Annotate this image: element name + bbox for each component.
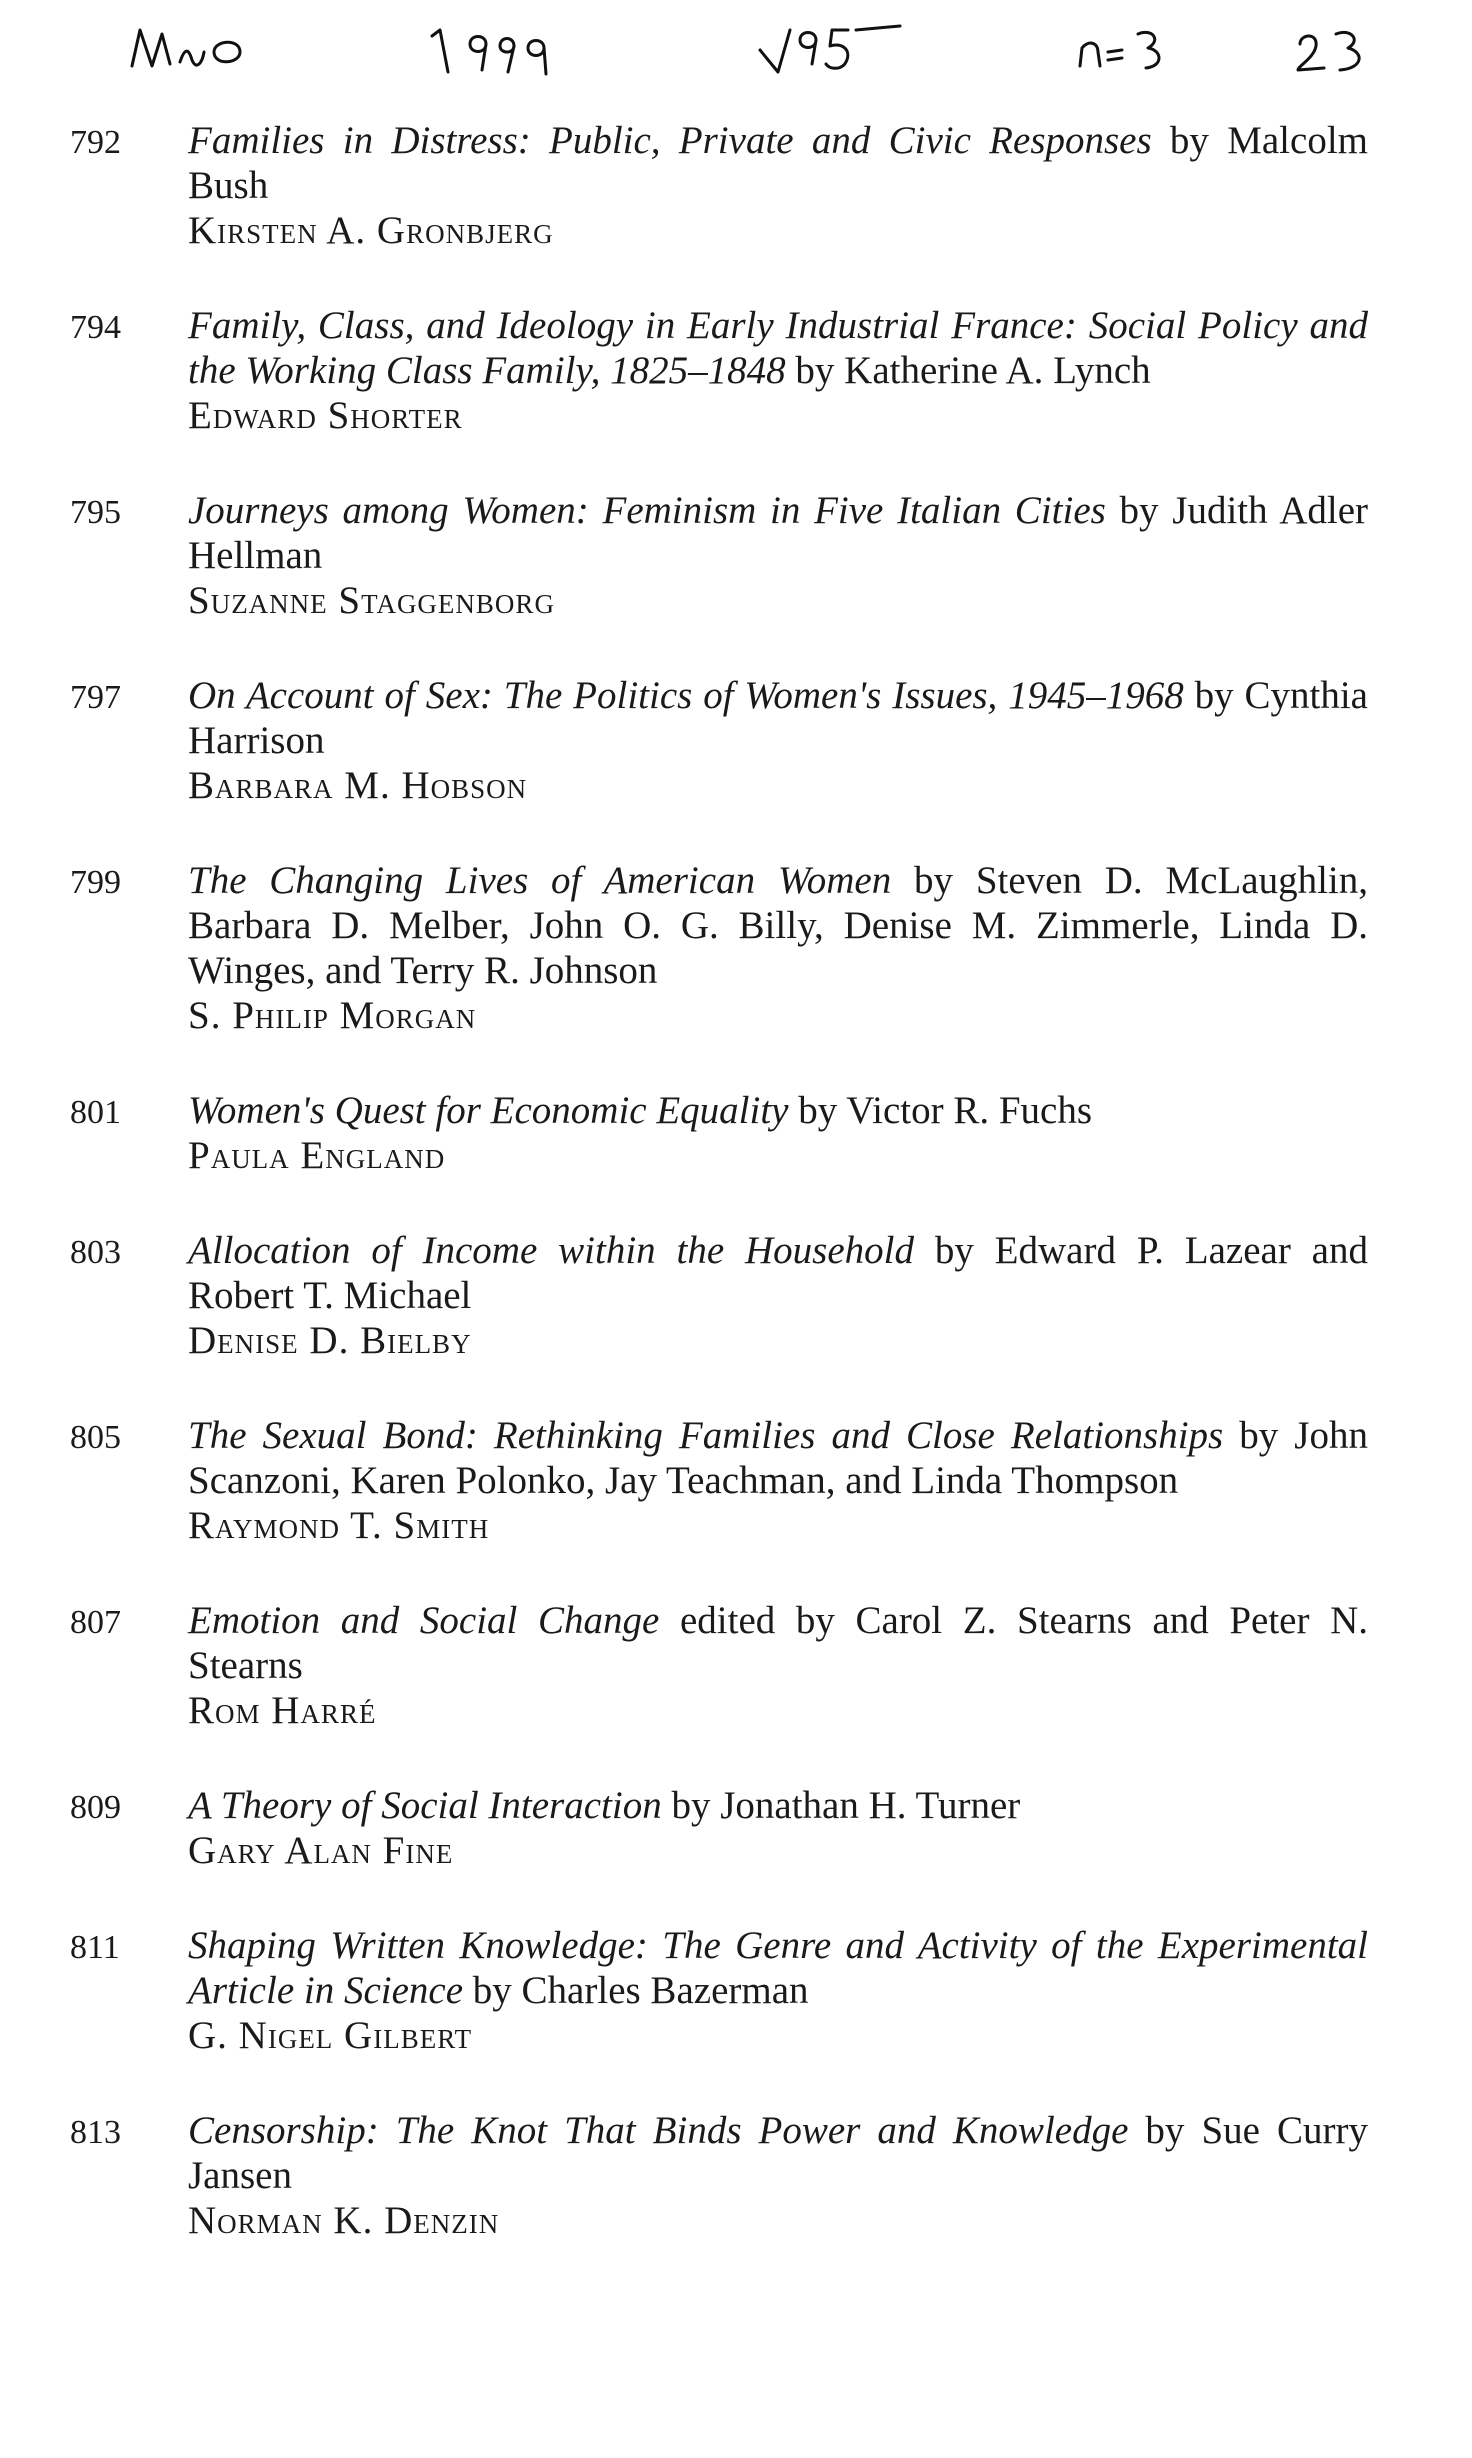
book-title: The Changing Lives of American Women (188, 859, 892, 902)
book-title: Emotion and Social Change (188, 1599, 660, 1642)
page-number: 807 (70, 1604, 121, 1641)
reviewer-name: S. Philip Morgan (188, 994, 477, 1037)
reviewer-name: G. Nigel Gilbert (188, 2014, 473, 2057)
review-entry (60, 1413, 1380, 1548)
reviewer-name: Kirsten A. Gronbjerg (188, 209, 554, 252)
entry-body (188, 1598, 1368, 1733)
book-title: Shaping Written Knowledge: The Genre and Activity of the Experimental Article in Science (188, 1924, 1368, 2012)
reviewer-name: Suzanne Staggenborg (188, 579, 555, 622)
reviewer-name: Barbara M. Hobson (188, 764, 528, 807)
book-title: Family, Class, and Ideology in Early Industrial France: Social Policy and the Working Class Family, 1825–1848 (188, 304, 1368, 392)
book-authors: by Katherine A. Lynch (785, 349, 1151, 392)
book-title: The Sexual Bond: Rethinking Families and Close Relationships (188, 1414, 1224, 1457)
review-entry (60, 2108, 1380, 2243)
handwritten-annotation (0, 0, 1472, 110)
entry-body (188, 488, 1368, 623)
book-authors: by Malcolm Bush (188, 119, 1368, 207)
entry-body (188, 1088, 1368, 1178)
book-title: Journeys among Women: Feminism in Five Italian Cities (188, 489, 1106, 532)
entry-body (188, 673, 1368, 808)
book-review-list (60, 118, 1380, 2293)
book-authors: by Charles Bazerman (463, 1969, 809, 2012)
review-entry (60, 303, 1380, 438)
entry-body (188, 1413, 1368, 1548)
reviewer-name: Norman K. Denzin (188, 2199, 500, 2242)
book-authors: by Sue Curry Jansen (188, 2109, 1368, 2197)
entry-body (188, 118, 1368, 253)
book-authors: by Edward P. Lazear and Robert T. Michael (188, 1229, 1368, 1317)
review-entry (60, 1228, 1380, 1363)
book-authors: by John Scanzoni, Karen Polonko, Jay Teachman, and Linda Thompson (188, 1414, 1368, 1502)
review-entry (60, 1923, 1380, 2058)
entry-body (188, 2108, 1368, 2243)
book-authors: by Judith Adler Hellman (188, 489, 1368, 577)
page-number: 803 (70, 1234, 121, 1271)
review-entry (60, 858, 1380, 1038)
book-title: A Theory of Social Interaction (188, 1784, 662, 1827)
page-number: 795 (70, 494, 121, 531)
entry-body (188, 303, 1368, 438)
reviewer-name: Raymond T. Smith (188, 1504, 490, 1547)
page-number: 809 (70, 1789, 121, 1826)
reviewer-name: Rom Harré (188, 1689, 377, 1732)
handwriting-strokes (0, 0, 1472, 110)
reviewer-name: Edward Shorter (188, 394, 463, 437)
book-title: Women's Quest for Economic Equality (188, 1089, 789, 1132)
book-authors: edited by Carol Z. Stearns and Peter N. Stearns (188, 1599, 1368, 1687)
book-authors: by Cynthia Harrison (188, 674, 1368, 762)
page-number: 794 (70, 309, 121, 346)
book-title: Allocation of Income within the Household (188, 1229, 914, 1272)
page-number: 801 (70, 1094, 121, 1131)
review-entry (60, 1783, 1380, 1873)
reviewer-name: Gary Alan Fine (188, 1829, 454, 1872)
page-number: 813 (70, 2114, 121, 2151)
review-entry (60, 488, 1380, 623)
reviewer-name: Paula England (188, 1134, 446, 1177)
review-entry (60, 118, 1380, 253)
book-title: Families in Distress: Public, Private and Civic Responses (188, 119, 1152, 162)
book-authors: by Steven D. McLaughlin, Barbara D. Melber, John O. G. Billy, Denise M. Zimmerle, Linda D. Winges, and Terry R. Johnson (188, 859, 1368, 992)
entry-body (188, 1923, 1368, 2058)
review-entry (60, 673, 1380, 808)
review-entry (60, 1088, 1380, 1178)
page-number: 805 (70, 1419, 121, 1456)
page-number: 811 (70, 1929, 120, 1966)
entry-body (188, 1783, 1368, 1873)
book-authors: by Victor R. Fuchs (788, 1089, 1093, 1132)
page-number: 799 (70, 864, 121, 901)
entry-body (188, 858, 1368, 1038)
page-number: 792 (70, 124, 121, 161)
reviewer-name: Denise D. Bielby (188, 1319, 472, 1362)
book-authors: by Jonathan H. Turner (661, 1784, 1021, 1827)
entry-body (188, 1228, 1368, 1363)
book-title: On Account of Sex: The Politics of Women's Issues, 1945–1968 (188, 674, 1184, 717)
review-entry (60, 1598, 1380, 1733)
page-number: 797 (70, 679, 121, 716)
book-title: Censorship: The Knot That Binds Power and Knowledge (188, 2109, 1129, 2152)
